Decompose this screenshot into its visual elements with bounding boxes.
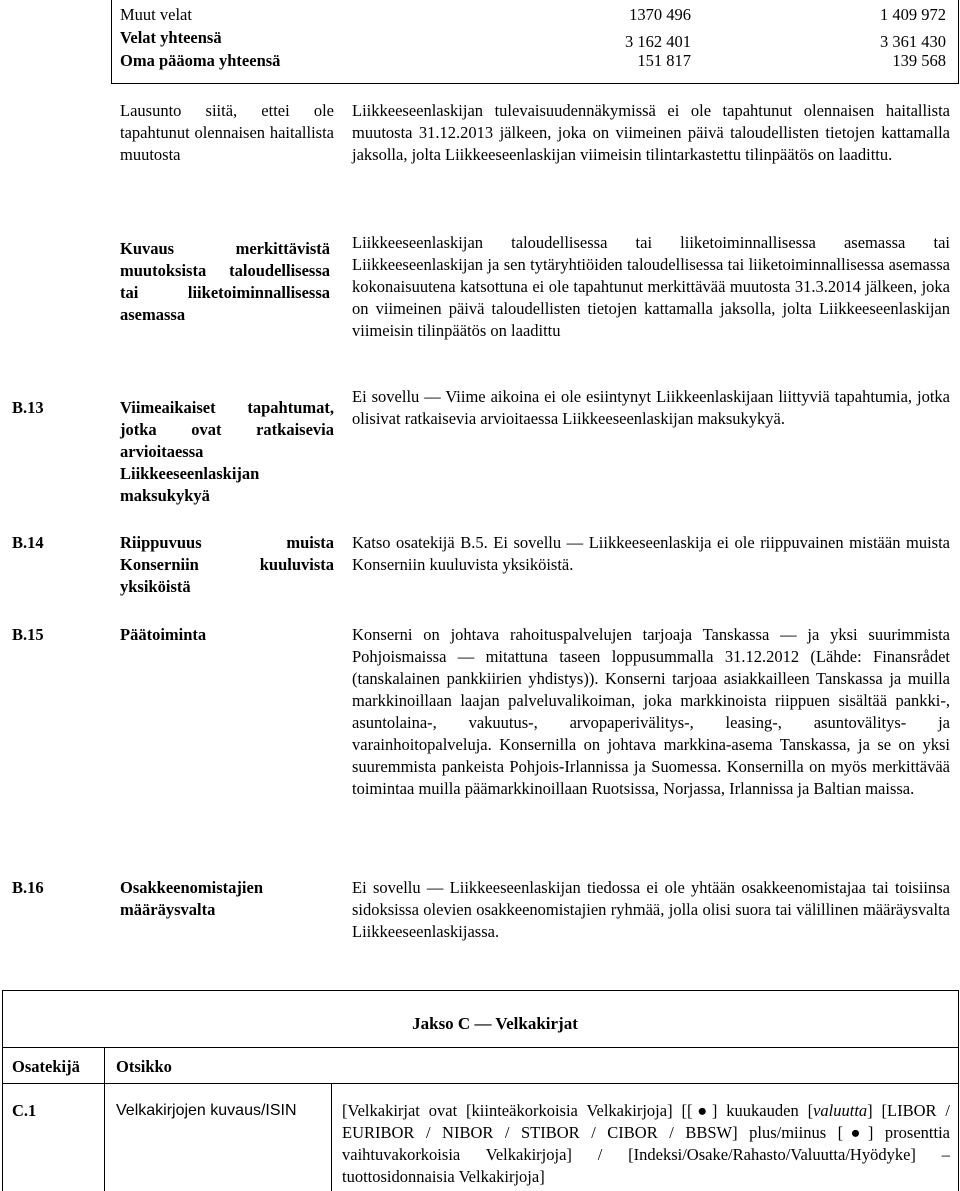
b13-title: Viimeaikaiset tapahtumat, jotka ovat ratkaisevia arvioitaessa Liikkeeseenlaskijan maksukykyä (120, 398, 334, 505)
table-left-border (111, 0, 112, 83)
balance-row-muut-velat (120, 4, 950, 26)
balance-value-2: 139 568 (892, 51, 946, 70)
balance-value-1: 151 817 (637, 51, 691, 70)
b15-text: Konserni on johtava rahoituspalvelujen tarjoaja Tanskassa ― ja yksi suurimmista Pohjoismaissa ― mitattuna taseen loppusummalla 31.12.2012 (Lähde: Finansrådet (tanskalainen pankkiirien yhdistys)). Konserni tarjoaa asiakkailleen Tanskassa ja muilla markkinoillaan laajan palveluvalikoiman, joka markkinoista riippuen sisältää pankki-, asuntolaina-, vakuutus-, arvopaperivälitys-, leasing-, asuntovälitys- ja varainhoitopalveluja. Konsernilla on johtava markkina-asema Tanskassa, ja se on yksi suuremmista pankeista Pohjois-Irlannissa ja Suomessa. Konsernilla on myös merkittävää toimintaa muilla päämarkkinoillaan Ruotsissa, Norjassa, Irlannissa ja Baltian maissa. (352, 625, 950, 798)
b16-title: Osakkeenomistajien määräysvalta (120, 878, 264, 919)
col-osatekija-header: Osatekijä (12, 1057, 80, 1076)
col-otsikko-header: Otsikko (116, 1057, 172, 1076)
b14-id: B.14 (12, 533, 44, 552)
b15-id: B.15 (12, 625, 44, 644)
table-bottom-border (111, 83, 959, 84)
section-c-header-top (2, 1047, 958, 1048)
balance-label: Muut velat (120, 5, 192, 24)
balance-label: Velat yhteensä (120, 28, 222, 47)
balance-value-2: 1 409 972 (880, 5, 946, 24)
section-c-col-divider-2 (331, 1083, 332, 1191)
balance-value-1: 3 162 401 (625, 32, 691, 51)
c1-title: Velkakirjojen kuvaus/ISIN (116, 1102, 297, 1119)
kuvaus-text: Liikkeeseenlaskijan taloudellisessa tai liiketoiminnallisessa asemassa tai Liikkeeseenlaskijan ja sen tytäryhtiöiden taloudellisessa tai liiketoiminnallisessa asemassa kokonaisuutena katsottuna ei ole tapahtunut merkittävää muutosta 31.3.2014 jälkeen, joka on viimeinen päivä taloudellisten tietojen kattamalla jaksolla, jolta Liikkeeseenlaskijan viimeisin tilinpäätös on laadittu (352, 233, 950, 340)
b16-id: B.16 (12, 878, 44, 897)
b14-text: Katso osatekijä B.5. Ei sovellu ― Liikkeeseenlaskija ei ole riippuvainen mistään muista Konserniin kuuluvista yksiköistä. (352, 533, 950, 574)
table-right-border (958, 0, 959, 83)
b14-title: Riippuvuus muista Konserniin kuuluvista yksiköistä (120, 533, 334, 596)
c1-text (342, 1100, 950, 1188)
balance-value-2: 3 361 430 (880, 32, 946, 51)
c1-id: C.1 (12, 1101, 37, 1120)
c1-text-a: [Velkakirjat ovat [kiinteäkorkoisia Velkakirjoja] [[●] kuukauden [ (342, 1101, 814, 1120)
section-c-top-border (2, 990, 958, 991)
balance-label: Oma pääoma yhteensä (120, 51, 281, 70)
section-c-col-divider-1 (104, 1047, 105, 1191)
balance-row-oma-paaoma (120, 50, 950, 72)
balance-value-1: 1370 496 (629, 5, 691, 24)
kuvaus-title: Kuvaus merkittävistä muutoksista taloudellisessa tai liiketoiminnallisessa asemassa (120, 239, 330, 324)
lausunto-title: Lausunto siitä, ettei ole tapahtunut olennaisen haitallista muutosta (120, 101, 334, 164)
c1-text-italic: valuutta (813, 1101, 868, 1120)
section-c-heading: Jakso C ― Velkakirjat (412, 1014, 578, 1033)
b15-title: Päätoiminta (120, 625, 207, 644)
c1-text-b: ] [LIBOR / EURIBOR / NIBOR / STIBOR / CIBOR / BBSW] plus/miinus [●] prosenttia vaihtuvakorkoisia Velkakirjoja] / [Indeksi/Osake/Rahasto/Valuutta/Hyödyke] –tuottosidonnaisia Velkakirjoja] (342, 1101, 950, 1186)
b13-id: B.13 (12, 398, 44, 417)
section-c-header-bottom (2, 1083, 958, 1084)
balance-row-velat-yhteensa (120, 27, 950, 49)
lausunto-text: Liikkeeseenlaskijan tulevaisuudennäkymissä ei ole tapahtunut olennaisen haitallista muutosta 31.12.2013 jälkeen, joka on viimeinen päivä taloudellisten tietojen kattamalla jaksolla, jolta Liikkeeseenlaskijan viimeisin tilintarkastettu tilinpäätös on laadittu. (352, 101, 950, 164)
b16-text: Ei sovellu ― Liikkeeseenlaskijan tiedossa ei ole yhtään osakkeenomistajaa tai toisiinsa sidoksissa olevien osakkeenomistajien ryhmää, jolla olisi suora tai välillinen määräysvalta Liikkeeseenlaskijassa. (352, 878, 950, 941)
b13-text: Ei sovellu ― Viime aikoina ei ole esiintynyt Liikkeenlaskijaan liittyviä tapahtumia, jotka olisivat ratkaisevia arvioitaessa Liikkeeseenlaskijan maksukykyä. (352, 387, 950, 428)
